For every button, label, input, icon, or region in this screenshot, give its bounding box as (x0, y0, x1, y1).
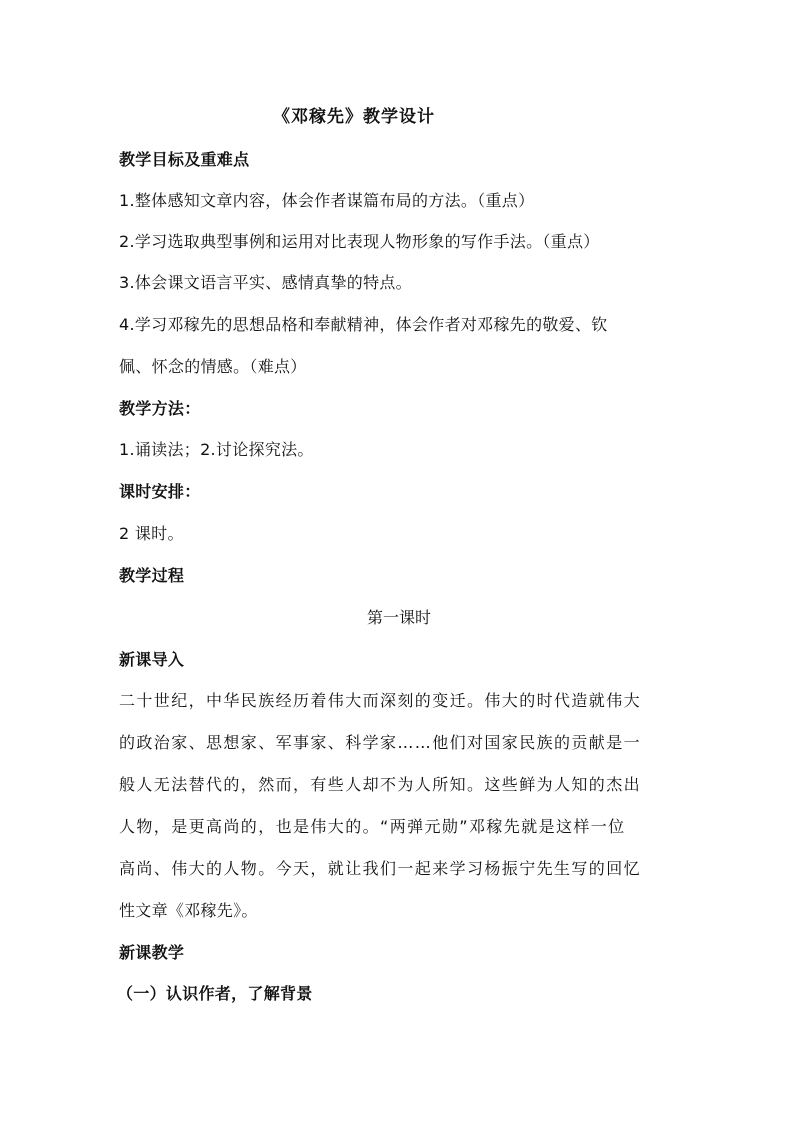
schedule-heading: 课时安排： (119, 482, 201, 501)
document-title: 《邓稼先》教学设计 (273, 107, 435, 127)
section-one-heading: （一）认识作者，了解背景 (117, 984, 313, 1003)
schedule-text: 2 课时。 (119, 524, 184, 543)
intro-heading: 新课导入 (119, 650, 185, 669)
methods-heading: 教学方法： (119, 399, 201, 418)
objective-item: 4.学习邓稼先的思想品格和奉献精神，体会作者对邓稼先的敬爱、钦 (119, 315, 608, 334)
intro-paragraph-line: 人物，是更高尚的，也是伟大的。“两弹元勋”邓稼先就是这样一位 (119, 817, 626, 836)
objective-item: 3.体会课文语言平实、感情真挚的特点。 (119, 273, 412, 292)
objective-item: 2.学习选取典型事例和运用对比表现人物形象的写作手法。（重点） (119, 232, 600, 251)
objective-item: 1.整体感知文章内容，体会作者谋篇布局的方法。（重点） (119, 191, 535, 210)
intro-paragraph-line: 般人无法替代的，然而，有些人却不为人所知。这些鲜为人知的杰出 (119, 775, 642, 794)
teaching-heading: 新课教学 (119, 943, 185, 962)
intro-paragraph-line: 二十世纪，中华民族经历着伟大而深刻的变迁。伟大的时代造就伟大 (119, 691, 642, 710)
process-heading: 教学过程 (119, 566, 185, 585)
intro-paragraph-line: 的政治家、思想家、军事家、科学家……他们对国家民族的贡献是一 (119, 733, 642, 752)
objective-item-continued: 佩、怀念的情感。（难点） (119, 357, 307, 376)
intro-paragraph-line: 高尚、伟大的人物。今天，就让我们一起来学习杨振宁先生写的回忆 (119, 859, 642, 878)
lesson-label: 第一课时 (366, 608, 431, 627)
methods-text: 1.诵读法；2.讨论探究法。 (119, 440, 314, 459)
intro-paragraph-line: 性文章《邓稼先》。 (119, 901, 258, 920)
objectives-heading: 教学目标及重难点 (119, 150, 250, 169)
